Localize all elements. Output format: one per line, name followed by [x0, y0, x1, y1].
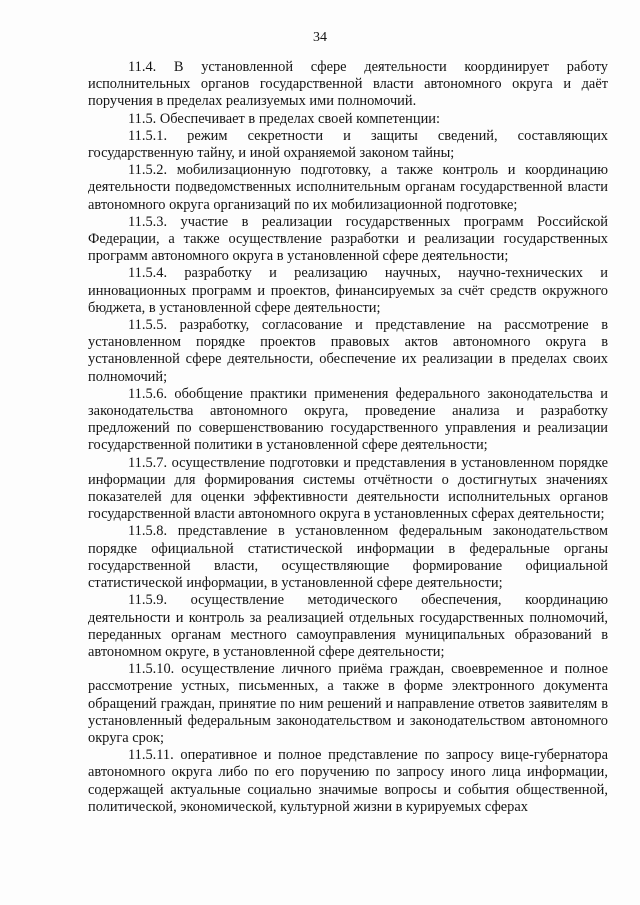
paragraph-11-5-3: 11.5.3. участие в реализации государственных программ Российской Федерации, а также осуществление разработки и реализации государственных программ автономного округа в установленной сфере деятельности; — [88, 213, 608, 265]
document-body — [88, 59, 608, 816]
paragraph-11-5-9: 11.5.9. осуществление методического обеспечения, координацию деятельности и контроль за реализацией отдельных государственных полномочий, переданных органам местного самоуправления муниципальных образований в автономном округе, в установленной сфере деятельности; — [88, 592, 608, 660]
paragraph-11-5-7: 11.5.7. осуществление подготовки и представления в установленном порядке информации для формирования системы отчётности о достигнутых значениях показателей для оценки эффективности деятельности исполнительных органов государственной власти автономного округа в установленных сферах деятельности; — [88, 454, 608, 523]
paragraph-11-5-4: 11.5.4. разработку и реализацию научных, научно-технических и инновационных программ и проектов, финансируемых за счёт средств окружного бюджета, в установленной сфере деятельности; — [88, 265, 608, 316]
paragraph-11-5-5: 11.5.5. разработку, согласование и представление на рассмотрение в установленном порядке проектов правовых актов автономного округа в установленной сфере деятельности, обеспечение их реализации в пределах своих полномочий; — [88, 317, 608, 385]
paragraph-11-5-6: 11.5.6. обобщение практики применения федерального законодательства и законодательства автономного округа, проведение анализа и разработку предложений по совершенствованию государственного управления и реализации государственной политики в установленной сфере деятельности; — [88, 385, 608, 454]
paragraph-11-4: 11.4. В установленной сфере деятельности координирует работу исполнительных органов государственной власти автономного округа и даёт поручения в пределах реализуемых ими полномочий. — [88, 59, 608, 110]
paragraph-11-5-11: 11.5.11. оперативное и полное представление по запросу вице-губернатора автономного округа либо по его поручению по запросу иного лица информации, содержащей актуальные социально значимые вопросы и события общественной, политической, экономической, культурной жизни в курируемых сферах — [88, 747, 608, 815]
paragraph-11-5-1: 11.5.1. режим секретности и защиты сведений, составляющих государственную тайну, и иной охраняемой законом тайны; — [88, 127, 608, 162]
paragraph-11-5: 11.5. Обеспечивает в пределах своей компетенции: — [128, 110, 440, 127]
paragraph-11-5-2: 11.5.2. мобилизационную подготовку, а также контроль и координацию деятельности подведомственных исполнительным органам государственной власти автономного округа организаций по их мобилизационной подготовке; — [88, 162, 608, 213]
page-number: 34 — [313, 30, 327, 45]
paragraph-11-5-10: 11.5.10. осуществление личного приёма граждан, своевременное и полное рассмотрение устных, письменных, а также в форме электронного документа обращений граждан, принятие по ним решений и направление ответов заявителям в установленный федеральным законодательством и законодательством автономного округа срок; — [88, 661, 608, 746]
paragraph-11-5-8: 11.5.8. представление в установленном федеральным законодательством порядке официальной статистической информации в федеральные органы государственной власти, осуществляющие формирование официальной статистической информации, в установленной сфере деятельности; — [88, 523, 608, 592]
